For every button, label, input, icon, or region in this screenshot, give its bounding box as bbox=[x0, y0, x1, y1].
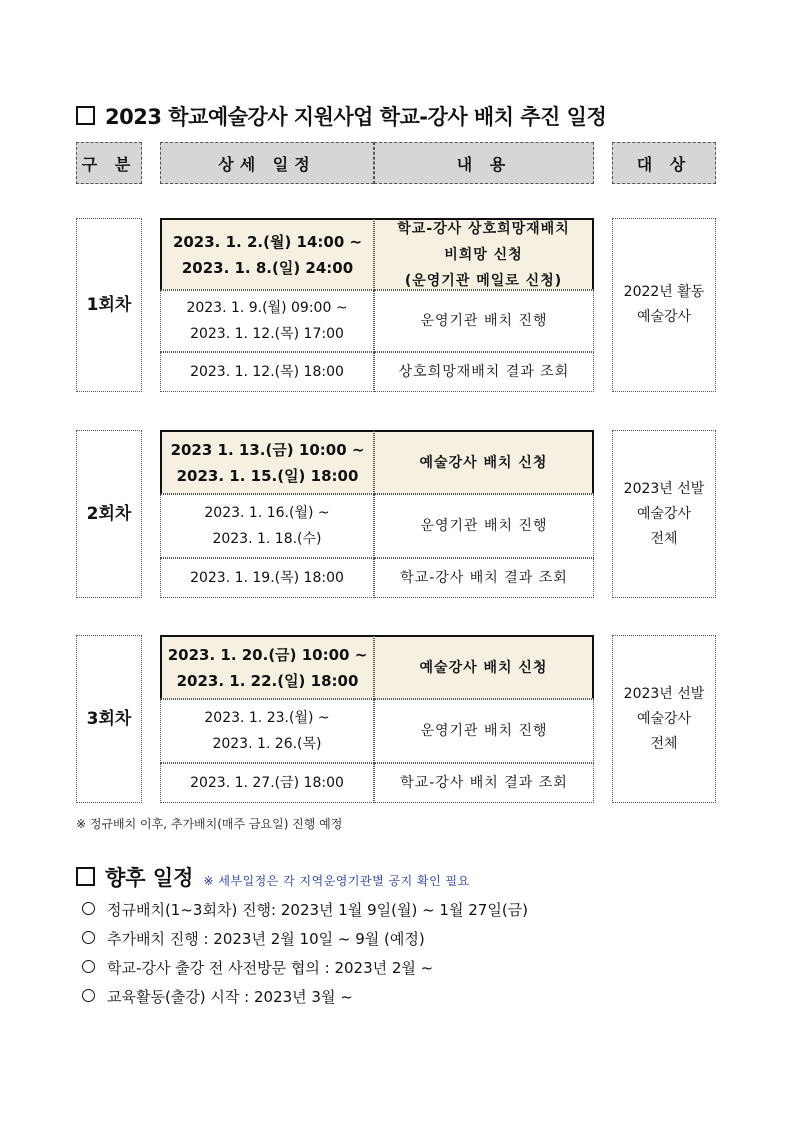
header-content: 내 용 bbox=[374, 142, 594, 184]
round-2-target: 2023년 선발 예술강사 전체 bbox=[612, 430, 716, 598]
future-item bbox=[82, 928, 425, 949]
round-1-label: 1회차 bbox=[76, 218, 142, 392]
round-3-schedule-1: 2023. 1. 20.(금) 10:00 ~ 2023. 1. 22.(일) 18:00 bbox=[160, 635, 374, 699]
round-3-content-1: 예술강사 배치 신청 bbox=[374, 635, 594, 699]
round-1-content-3: 상호희망재배치 결과 조회 bbox=[374, 352, 594, 392]
round-3-schedule-2: 2023. 1. 23.(월) ~ 2023. 1. 26.(목) bbox=[160, 699, 374, 763]
round-3-target: 2023년 선발 예술강사 전체 bbox=[612, 635, 716, 803]
round-1-schedule-1: 2023. 1. 2.(월) 14:00 ~ 2023. 1. 8.(일) 24:00 bbox=[160, 218, 374, 290]
round-1-content-2: 운영기관 배치 진행 bbox=[374, 290, 594, 352]
round-2-schedule-3: 2023. 1. 19.(목) 18:00 bbox=[160, 558, 374, 598]
round-2-content-1: 예술강사 배치 신청 bbox=[374, 430, 594, 494]
circle-bullet-icon bbox=[82, 931, 95, 944]
round-1-target: 2022년 활동 예술강사 bbox=[612, 218, 716, 392]
future-title-text: 향후 일정 bbox=[105, 866, 194, 890]
future-item bbox=[82, 957, 433, 978]
future-item-text: 정규배치(1~3회차) 진행: 2023년 1월 9일(월) ~ 1월 27일(금) bbox=[107, 901, 529, 919]
checkbox-square-icon bbox=[76, 867, 95, 886]
circle-bullet-icon bbox=[82, 902, 95, 915]
round-3-content-2: 운영기관 배치 진행 bbox=[374, 699, 594, 763]
round-1-content-1: 학교-강사 상호희망재배치 비희망 신청 (운영기관 메일로 신청) bbox=[374, 218, 594, 290]
round-3-label: 3회차 bbox=[76, 635, 142, 803]
round-2-schedule-2: 2023. 1. 16.(월) ~ 2023. 1. 18.(수) bbox=[160, 494, 374, 558]
future-item-text: 교육활동(출강) 시작 : 2023년 3월 ~ bbox=[107, 988, 353, 1006]
round-2-schedule-1: 2023 1. 13.(금) 10:00 ~ 2023. 1. 15.(일) 18:00 bbox=[160, 430, 374, 494]
future-item-text: 추가배치 진행 : 2023년 2월 10일 ~ 9월 (예정) bbox=[107, 930, 425, 948]
round-1-schedule-3: 2023. 1. 12.(목) 18:00 bbox=[160, 352, 374, 392]
page-title-text: 2023 학교예술강사 지원사업 학교-강사 배치 추진 일정 bbox=[105, 105, 607, 129]
footnote: ※ 정규배치 이후, 추가배치(매주 금요일) 진행 예정 bbox=[76, 817, 343, 831]
future-note: ※ 세부일정은 각 지역운영기관별 공지 확인 필요 bbox=[203, 874, 470, 888]
future-item-text: 학교-강사 출강 전 사전방문 협의 : 2023년 2월 ~ bbox=[107, 959, 434, 977]
header-target: 대 상 bbox=[612, 142, 716, 184]
future-section-title bbox=[76, 862, 470, 892]
page-title bbox=[76, 101, 606, 131]
header-division: 구 분 bbox=[76, 142, 142, 184]
circle-bullet-icon bbox=[82, 960, 95, 973]
round-1-schedule-2: 2023. 1. 9.(월) 09:00 ~ 2023. 1. 12.(목) 17:00 bbox=[160, 290, 374, 352]
round-2-content-2: 운영기관 배치 진행 bbox=[374, 494, 594, 558]
round-3-content-3: 학교-강사 배치 결과 조회 bbox=[374, 763, 594, 803]
round-3-schedule-3: 2023. 1. 27.(금) 18:00 bbox=[160, 763, 374, 803]
round-2-label: 2회차 bbox=[76, 430, 142, 598]
circle-bullet-icon bbox=[82, 989, 95, 1002]
checkbox-square-icon bbox=[76, 106, 95, 125]
round-2-content-3: 학교-강사 배치 결과 조회 bbox=[374, 558, 594, 598]
header-schedule: 상세 일정 bbox=[160, 142, 374, 184]
future-item bbox=[82, 899, 528, 920]
future-item bbox=[82, 986, 353, 1007]
